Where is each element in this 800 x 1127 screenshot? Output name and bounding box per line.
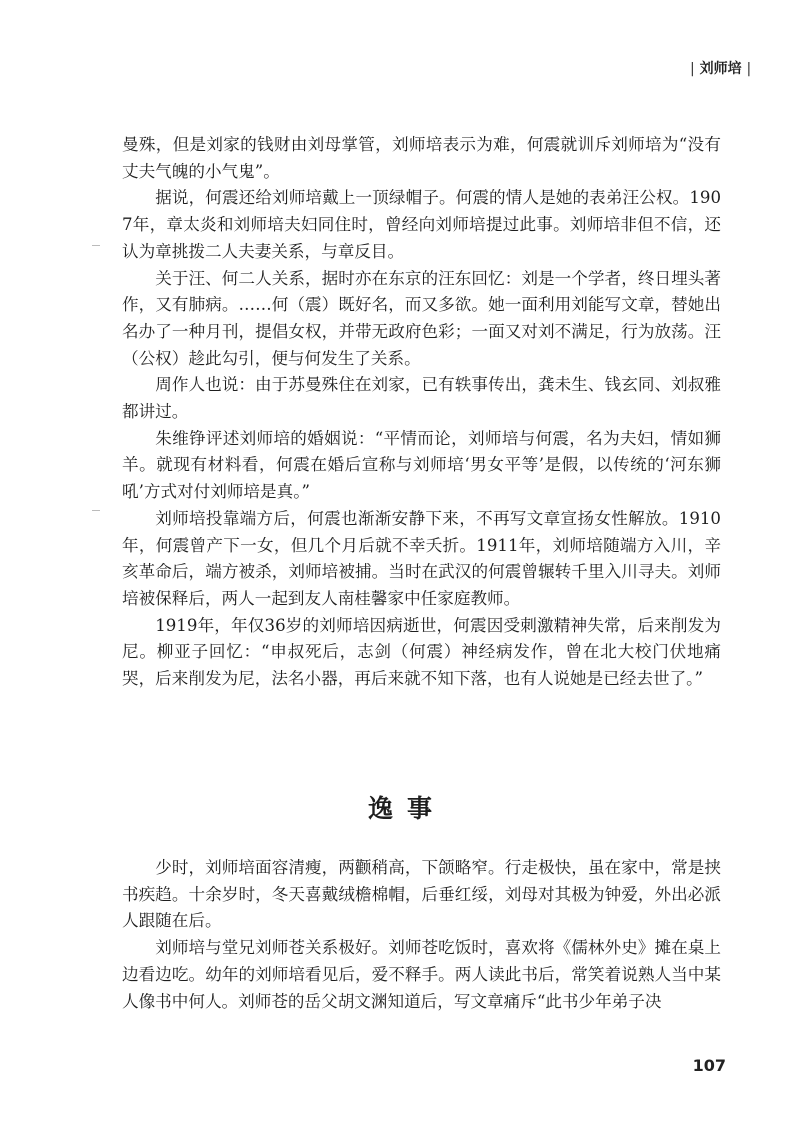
- header-bar-left: |: [690, 61, 695, 77]
- page-number: 107: [692, 1056, 726, 1075]
- paragraph: 周作人也说：由于苏曼殊住在刘家，已有轶事传出，龚未生、钱玄同、刘叔雅都讲过。: [122, 375, 721, 422]
- margin-mark: [92, 510, 100, 511]
- header-title: 刘师培: [699, 61, 742, 77]
- header-bar-right: |: [746, 61, 752, 77]
- paragraph: 关于汪、何二人关系，据时亦在东京的汪东回忆：刘是一个学者，终日埋头著作，又有肺病。……何（震）既好名，而又多欲。她一面利用刘能写文章，替她出名办了一种月刊，提倡女权，并带无政府色彩；一面又对刘不满足，行为放荡。汪（公权）趁此勾引，便与何发生了关系。: [122, 268, 721, 368]
- paragraph: 据说，何震还给刘师培戴上一顶绿帽子。何震的情人是她的表弟汪公权。1907年，章太炎和刘师培夫妇同住时，曾经向刘师培提过此事。刘师培非但不信，还认为章挑拨二人夫妻关系，与章反目。: [122, 188, 721, 261]
- paragraph: 1919年，年仅36岁的刘师培因病逝世，何震因受刺激精神失常，后来削发为尼。柳亚子回忆：“申叔死后，志剑（何震）神经病发作，曾在北大校门伏地痛哭，后来削发为尼，法名小器，再后来就不知下落，也有人说她是已经去世了。”: [122, 615, 721, 689]
- paragraph: 曼殊，但是刘家的钱财由刘母掌管，刘师培表示为难，何震就训斥刘师培为“没有丈夫气魄的小气鬼”。: [122, 135, 721, 181]
- paragraph: 朱维铮评述刘师培的婚姻说：“平情而论，刘师培与何震，名为夫妇，情如狮羊。就现有材料看，何震在婚后宣称与刘师培‘男女平等’是假，以传统的‘河东狮吼’方式对付刘师培是真。”: [122, 428, 721, 502]
- paragraph: 刘师培与堂兄刘师苍关系极好。刘师苍吃饭时，喜欢将《儒林外史》摊在桌上边看边吃。幼年的刘师培看见后，爱不释手。两人读此书后，常笑着说熟人当中某人像书中何人。刘师苍的岳父胡文渊知道后，写文章痛斥“此书少年弟子决: [122, 938, 721, 1011]
- section-title: [0, 789, 800, 825]
- body-text-bottom: [122, 855, 721, 1015]
- paragraph: 刘师培投靠端方后，何震也渐渐安静下来，不再写文章宣扬女性解放。1910年，何震曾产下一女，但几个月后就不幸夭折。1911年，刘师培随端方入川，辛亥革命后，端方被杀，刘师培被捕。当时在武汉的何震曾辗转千里入川寻夫。刘师培被保释后，两人一起到友人南桂馨家中任家庭教师。: [122, 508, 721, 608]
- margin-mark: [92, 245, 100, 246]
- paragraph: 少时，刘师培面容清瘦，两颧稍高，下颌略窄。行走极快，虽在家中，常是挟书疾趋。十余岁时，冬天喜戴绒檐棉帽，后垂红绥，刘母对其极为钟爱，外出必派人跟随在后。: [122, 858, 721, 931]
- running-header: [690, 58, 780, 82]
- section-title-text: 逸事: [367, 794, 446, 823]
- body-text-top: [122, 132, 721, 693]
